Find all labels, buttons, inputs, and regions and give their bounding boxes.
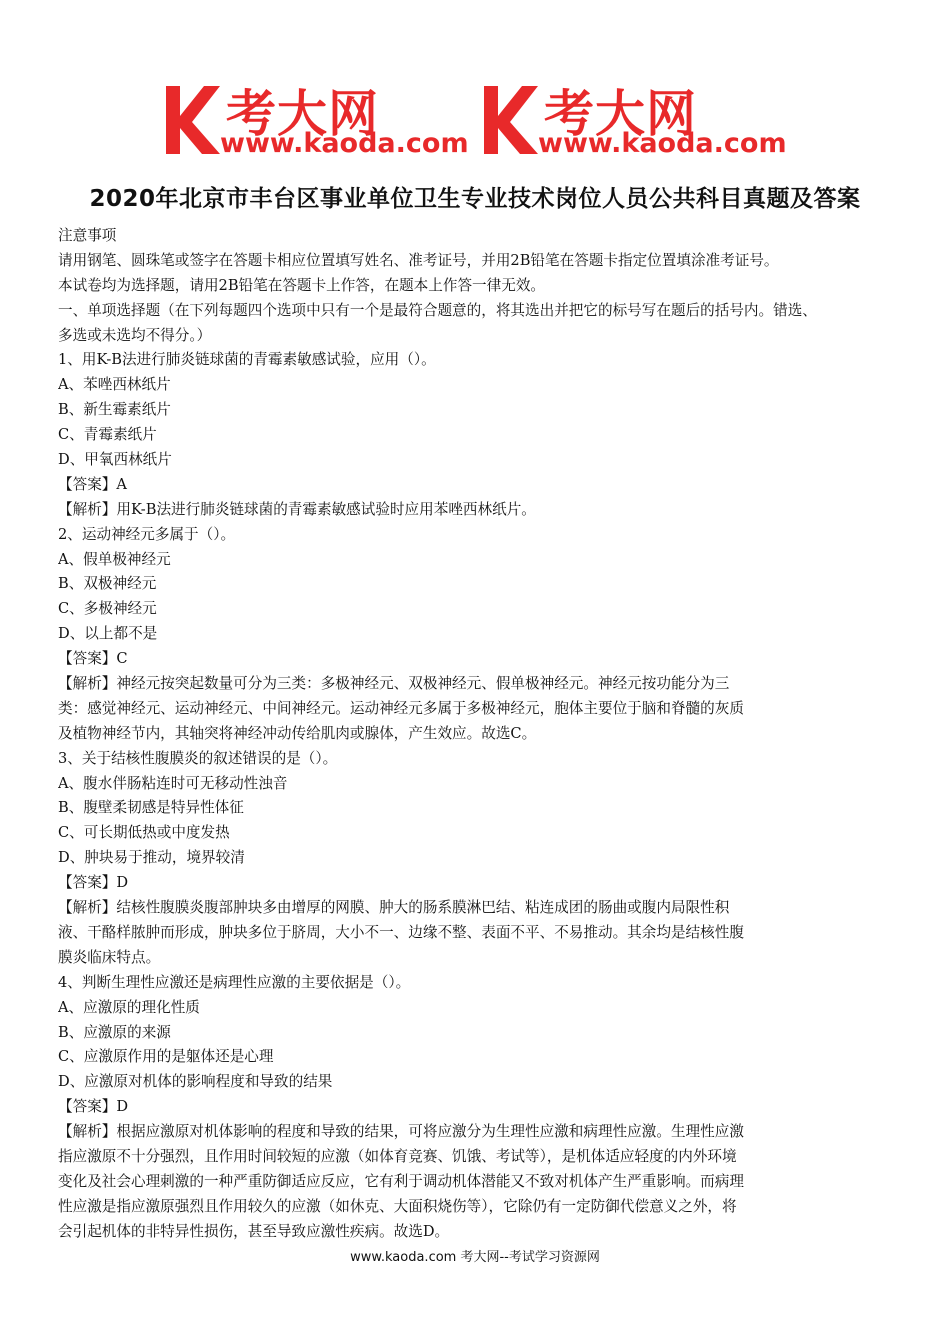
text-line: D、甲氧西林纸片 (58, 451, 172, 469)
text-line: 变化及社会心理刺激的一种严重防御适应反应，它有利于调动机体潜能又不致对机体产生严重影响。而病理 (58, 1172, 744, 1190)
text-line: A、假单极神经元 (58, 550, 171, 568)
text-line: 【答案】A (58, 475, 127, 493)
text-line: 性应激是指应激原强烈且作用较久的应激（如休克、大面积烧伤等），它除仍有一定防御代偿意义之外，将 (58, 1197, 737, 1215)
text-line: B、应激原的来源 (58, 1023, 171, 1041)
text-line: 【解析】神经元按突起数量可分为三类：多极神经元、双极神经元、假单极神经元。神经元按功能分为三 (58, 675, 730, 693)
header-logos (0, 78, 950, 162)
text-line: 【解析】结核性腹膜炎腹部肿块多由增厚的网膜、肿大的肠系膜淋巴结、粘连成团的肠曲或腹内局限性积 (58, 899, 730, 917)
text-line: C、青霉素纸片 (58, 426, 157, 444)
text-line: 会引起机体的非特异性损伤，甚至导致应激性疾病。故选D。 (58, 1222, 450, 1240)
text-line: 【答案】D (58, 874, 129, 892)
kaoda-logo (478, 78, 798, 162)
text-line: D、应激原对机体的影响程度和导致的结果 (58, 1073, 333, 1091)
text-line: 多选或未选均不得分。） (58, 326, 212, 344)
text-line: 【解析】根据应激原对机体影响的程度和导致的结果，可将应激分为生理性应激和病理性应激。生理性应激 (58, 1123, 744, 1141)
text-line: 液、干酪样脓肿而形成，肿块多位于脐周，大小不一、边缘不整、表面不平、不易推动。其余均是结核性腹 (58, 923, 744, 941)
text-line: 注意事项 (58, 227, 117, 244)
text-line: 【答案】C (58, 650, 128, 668)
page-footer: www.kaoda.com 考大网--考试学习资源网 (350, 1250, 600, 1265)
text-line: A、应激原的理化性质 (58, 998, 200, 1016)
text-line: 指应激原不十分强烈，且作用时间较短的应激（如体育竞赛、饥饿、考试等），是机体适应轻度的内外环境 (58, 1147, 737, 1165)
document-body (58, 224, 908, 1245)
text-line: 请用钢笔、圆珠笔或签字在答题卡相应位置填写姓名、准考证号，并用2B铅笔在答题卡指定位置填涂准考证号。 (58, 251, 779, 269)
text-line: 2、运动神经元多属于（）。 (58, 525, 236, 543)
text-line: C、可长期低热或中度发热 (58, 824, 230, 842)
text-line: B、双极神经元 (58, 575, 157, 593)
text-line: B、腹壁柔韧感是特异性体征 (58, 799, 244, 817)
logo-brand-text: 考大网 (226, 85, 379, 143)
text-line: 类：感觉神经元、运动神经元、中间神经元。运动神经元多属于多极神经元，胞体主要位于脑和脊髓的灰质 (58, 699, 744, 717)
text-line: D、以上都不是 (58, 625, 158, 643)
text-line: 【答案】D (58, 1098, 129, 1116)
text-line: B、新生霉素纸片 (58, 401, 171, 419)
text-line: 3、关于结核性腹膜炎的叙述错误的是（）。 (58, 749, 338, 767)
text-line: 本试卷均为选择题，请用2B铅笔在答题卡上作答，在题本上作答一律无效。 (58, 276, 546, 294)
text-line: A、腹水伴肠粘连时可无移动性浊音 (58, 774, 288, 792)
text-line: C、多极神经元 (58, 600, 157, 618)
text-line: 膜炎临床特点。 (58, 948, 161, 966)
text-line: 4、判断生理性应激还是病理性应激的主要依据是（）。 (58, 973, 411, 991)
text-line: 一、单项选择题（在下列每题四个选项中只有一个是最符合题意的，将其选出并把它的标号写在题后的括号内。错选、 (58, 301, 817, 319)
text-line: 1、用K-B法进行肺炎链球菌的青霉素敏感试验，应用（）。 (58, 351, 436, 369)
logo-url-text: www.kaoda.com (538, 128, 787, 159)
text-line: D、肿块易于推动，境界较清 (58, 849, 245, 867)
text-line: C、应激原作用的是躯体还是心理 (58, 1048, 274, 1066)
kaoda-logo (160, 78, 480, 162)
text-line: 【解析】用K-B法进行肺炎链球菌的青霉素敏感试验时应用苯唑西林纸片。 (58, 500, 536, 518)
document-title: 2020年北京市丰台区事业单位卫生专业技术岗位人员公共科目真题及答案 (89, 186, 861, 212)
text-line: 及植物神经节内，其轴突将神经冲动传给肌肉或腺体，产生效应。故选C。 (58, 724, 537, 742)
logo-brand-text: 考大网 (544, 85, 697, 143)
text-line: A、苯唑西林纸片 (58, 376, 171, 394)
logo-url-text: www.kaoda.com (220, 128, 469, 159)
